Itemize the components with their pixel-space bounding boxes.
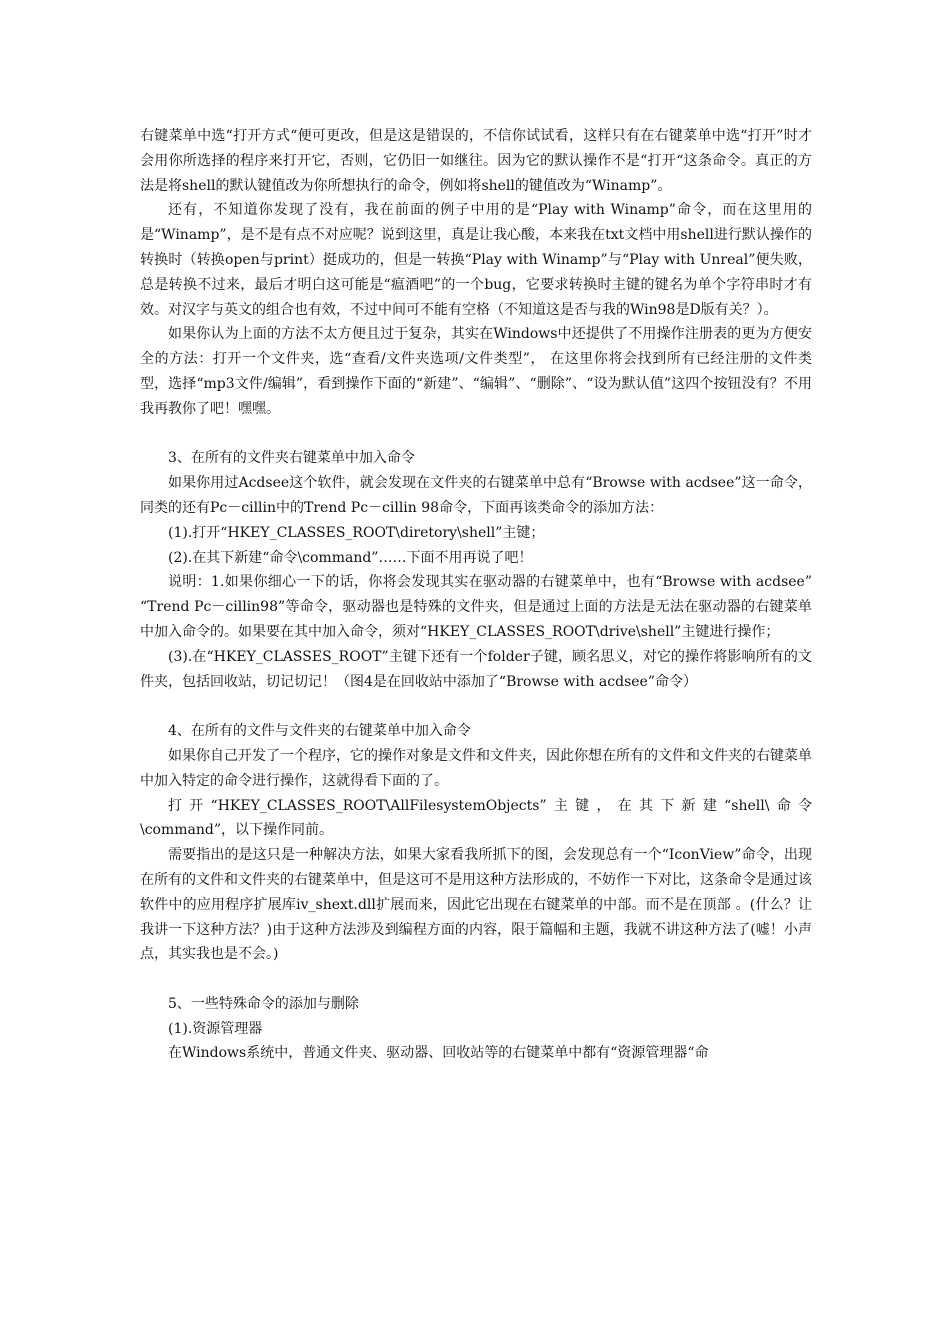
step-folder-subkey: (3).在“HKEY_CLASSES_ROOT”主键下还有一个folder子键，顾名思义，对它的操作将影响所有的文件夹，包括回收站，切记切记！（图4是在回收站中添加了“Browse with acdsee”命令）	[140, 648, 812, 690]
step-new-command: (2).在其下新建“命令\command”……下面不用再说了吧！	[168, 549, 533, 566]
paragraph-own-program: 如果你自己开发了一个程序，它的操作对象是文件和文件夹，因此你想在所有的文件和文件夹的右键菜单中加入特定的命令进行操作，这就得看下面的了。	[140, 747, 812, 789]
paragraph-folder-options: 如果你认为上面的方法不太方便且过于复杂，其实在Windows中还提供了不用操作注册表的更为方便安全的方法：打开一个文件夹，选“查看/文件夹选项/文件类型”， 在这里你将会找到所有已经注册的文件类型，选择“mp3文件/编辑”，看到操作下面的“新建”、“编辑”、“删除”、“设为默认值”这四个按钮没有？不用我再教你了吧！嘿嘿。	[140, 326, 812, 417]
spacer	[140, 967, 812, 992]
paragraph-acdsee: 如果你用过Acdsee这个软件，就会发现在文件夹的右键菜单中总有“Browse with acdsee”这一命令，同类的还有Pc－cillin中的Trend Pc－cillin 98命令，下面再该类命令的添加方法：	[140, 475, 812, 516]
paragraph-open-with: 右键菜单中选“打开方式“便可更改，但是这是错误的，不信你试试看，这样只有在右键菜单中选“打开”时才会用你所选择的程序来打开它，否则，它仍旧一如继往。因为它的默认操作不是“打开“这条命令。真正的方法是将shell的默认键值改为你所想执行的命令，例如将shell的键值改为“Winamp”。	[140, 128, 812, 194]
spacer	[140, 694, 812, 719]
paragraph-allfilesystemobjects: 打开“HKEY_CLASSES_ROOT\AllFilesystemObjects”主键，在其下新建“shell\命令\command”，以下操作同前。	[140, 797, 812, 839]
paragraph-iconview: 需要指出的是这只是一种解决方法，如果大家看我所抓下的图，会发现总有一个“IconView”命令，出现在所有的文件和文件夹的右键菜单中，但是这可不是用这种方法形成的，不妨作一下对比，这条命令是通过该软件中的应用程序扩展库iv_shext.dll扩展而来，因此它出现在右键菜单的中部。而不是在顶部 。(什么？让我讲一下这种方法？)由于这种方法涉及到编程方面的内容，限于篇幅和主题，我就不讲这种方法了(嘘！小声点，其实我也是不会。)	[140, 847, 812, 963]
paragraph-explorer: 在Windows系统中，普通文件夹、驱动器、回收站等的右键菜单中都有“资源管理器“命	[168, 1045, 709, 1062]
step-open-directory-shell: (1).打开“HKEY_CLASSES_ROOT\diretory\shell”主键；	[168, 524, 545, 541]
document-body	[140, 124, 812, 1066]
spacer	[140, 422, 812, 447]
paragraph-winamp-bug: 还有，不知道你发现了没有，我在前面的例子中用的是“Play with Winamp”命令，而在这里用的是“Winamp”，是不是有点不对应呢？说到这里，真是让我心酸，本来我在txt文档中用shell进行默认操作的转换时（转换open与print）挺成功的，但是一转换“Play with Winamp”与“Play with Unreal”便失败，总是转换不过来，最后才明白这可能是“瘟酒吧”的一个bug，它要求转换时主键的键名为单个字符串时才有效。对汉字与英文的组合也有效，不过中间可不能有空格（不知道这是否与我的Win98是D版有关？）。	[140, 202, 812, 318]
paragraph-note-drive: 说明：1.如果你细心一下的话，你将会发现其实在驱动器的右键菜单中，也有“Browse with acdsee” “Trend Pc－cillin98”等命令，驱动器也是特殊的文件夹，但是通过上面的方法是无法在驱动器的右键菜单中加入命令的。如果要在其中加入命令，须对“HKEY_CLASSES_ROOT\drive\shell”主键进行操作；	[140, 574, 812, 640]
section-heading-3: 3、在所有的文件夹右键菜单中加入命令	[168, 450, 415, 467]
section-heading-4: 4、在所有的文件与文件夹的右键菜单中加入命令	[168, 723, 471, 740]
subheading-explorer: (1).资源管理器	[168, 1020, 263, 1037]
section-heading-5: 5、一些特殊命令的添加与删除	[168, 995, 359, 1012]
